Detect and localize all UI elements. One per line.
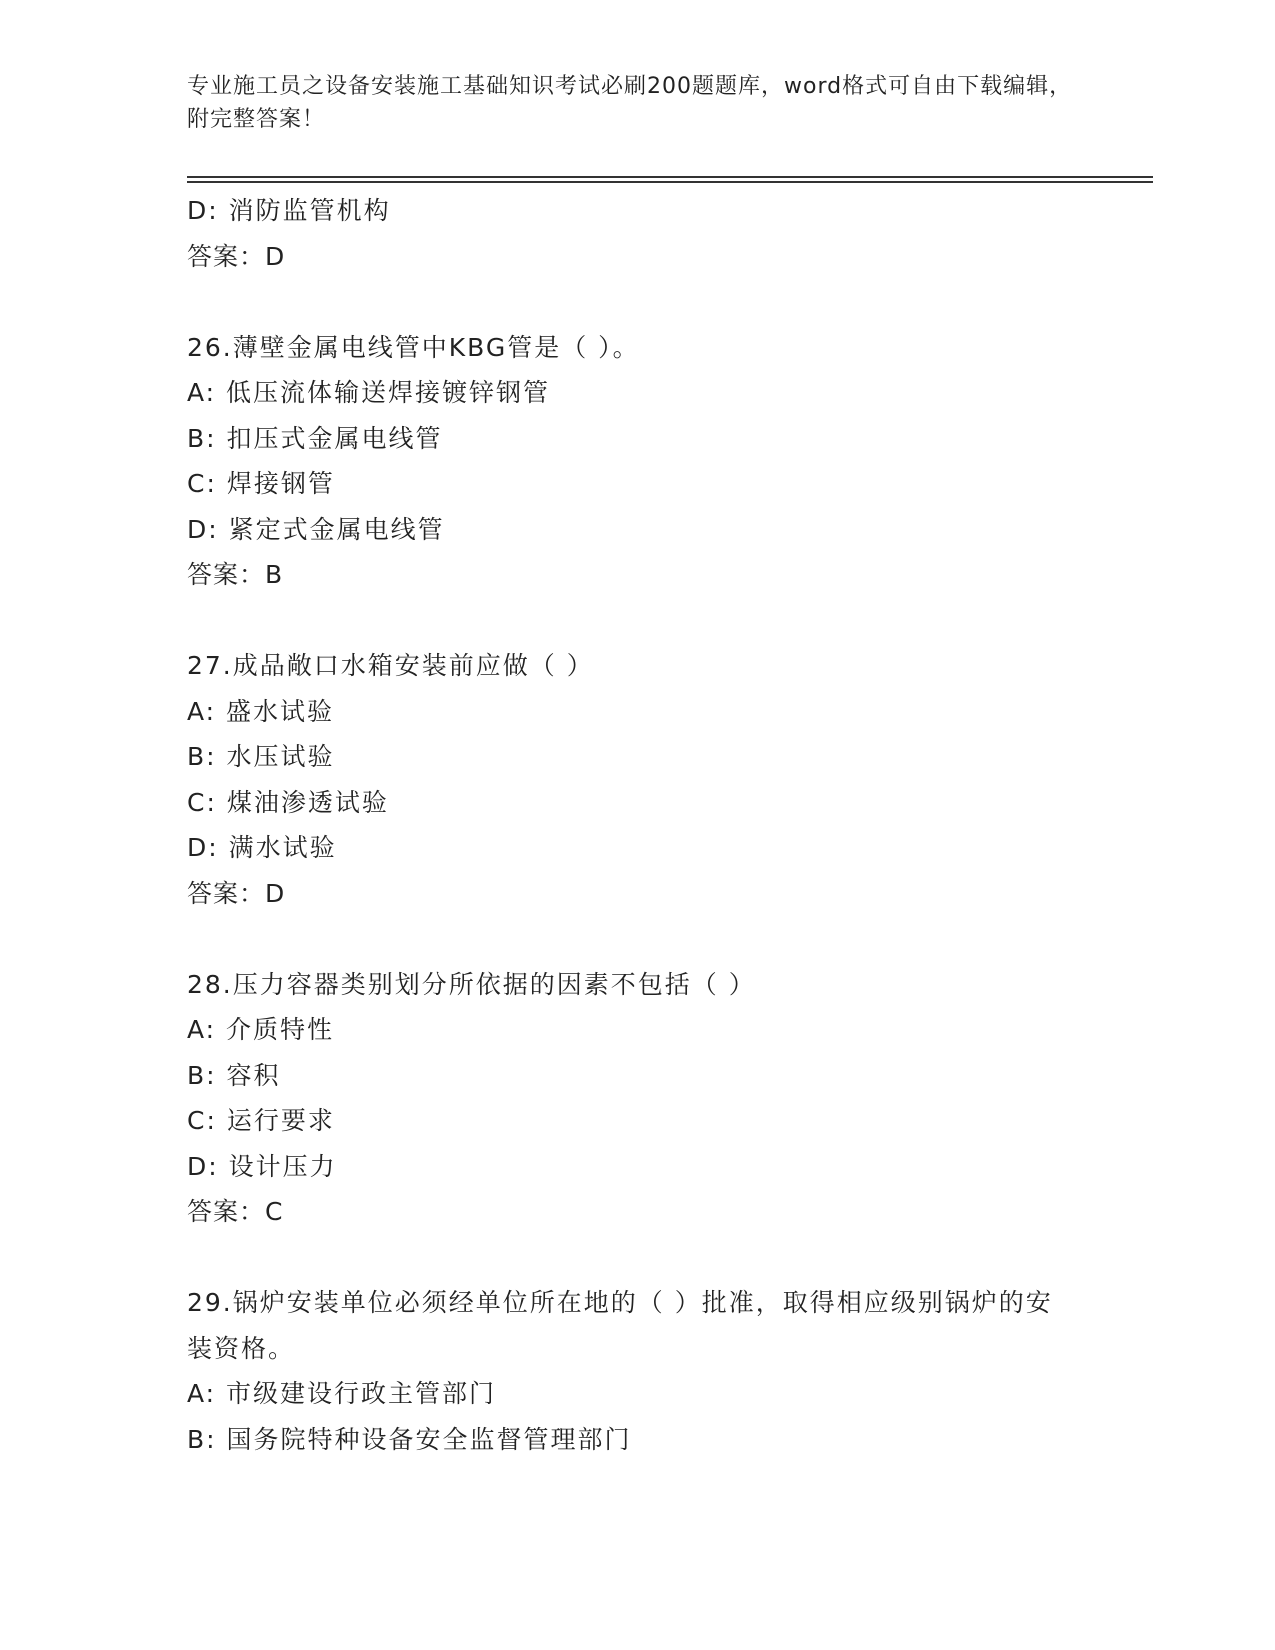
question-stem: 28.压力容器类别划分所依据的因素不包括（ ） [187, 969, 756, 999]
header-divider-bottom [187, 181, 1153, 183]
option-b: B: 国务院特种设备安全监督管理部门 [187, 1424, 632, 1454]
answer-line: 答案：C [187, 1197, 284, 1226]
option-b: B: 水压试验 [187, 742, 335, 771]
question-gap [187, 916, 1153, 962]
answer-line: 答案：D [187, 878, 286, 908]
question-gap [187, 279, 1153, 325]
option-c: C: 煤油渗透试验 [187, 787, 389, 817]
question-gap [187, 598, 1153, 644]
page-header: 专业施工员之设备安装施工基础知识考试必刷200题题库，word格式可自由下载编辑，附完整答案！ [187, 74, 1073, 132]
question-gap [187, 1235, 1153, 1281]
question-list [187, 188, 1153, 1462]
answer-line: 答案：B [187, 560, 284, 589]
option-a: A: 介质特性 [187, 1015, 335, 1044]
option-a: A: 市级建设行政主管部门 [187, 1379, 497, 1408]
option-a: A: 盛水试验 [187, 696, 335, 726]
question-stem: 26.薄壁金属电线管中KBG管是（ ）。 [187, 332, 640, 362]
header-divider-top [187, 176, 1153, 178]
option-d: D: 紧定式金属电线管 [187, 514, 445, 544]
option-d: D: 消防监管机构 [187, 196, 391, 225]
answer-line: 答案：D [187, 241, 286, 271]
option-d: D: 满水试验 [187, 833, 337, 862]
option-c: C: 运行要求 [187, 1106, 335, 1135]
option-a: A: 低压流体输送焊接镀锌钢管 [187, 378, 551, 407]
option-d: D: 设计压力 [187, 1151, 337, 1181]
option-b: B: 扣压式金属电线管 [187, 423, 443, 453]
option-b: B: 容积 [187, 1060, 281, 1090]
question-stem: 27.成品敞口水箱安装前应做（ ） [187, 651, 594, 680]
option-c: C: 焊接钢管 [187, 469, 335, 498]
question-stem: 29.锅炉安装单位必须经单位所在地的（ ）批准，取得相应级别锅炉的安装资格。 [187, 1288, 1053, 1363]
